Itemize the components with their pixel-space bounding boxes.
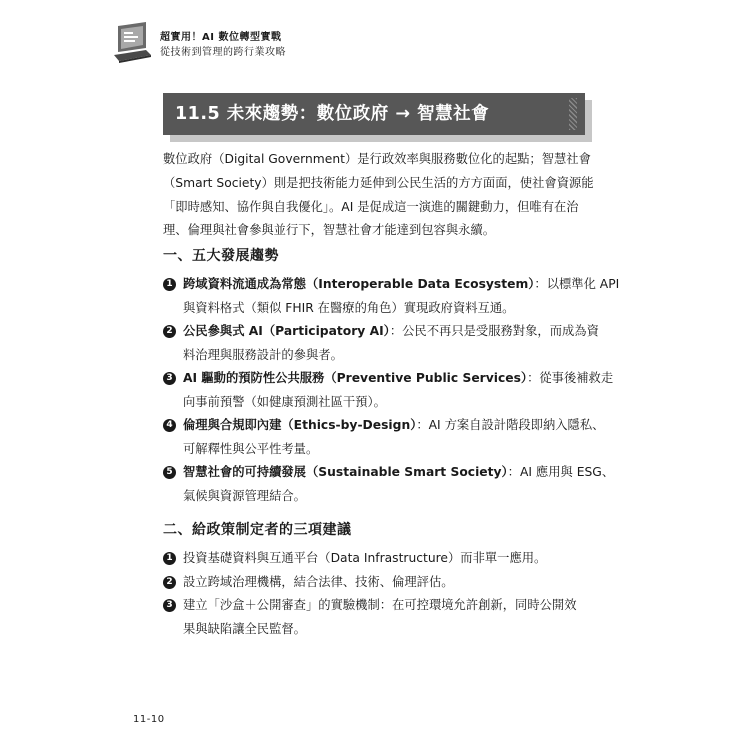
intro-line: 數位政府（Digital Government）是行政效率與服務數位化的起點；智慧社會 xyxy=(163,152,591,166)
laptop-icon xyxy=(112,22,152,64)
list-item xyxy=(163,320,599,367)
trends-list xyxy=(163,273,620,508)
number-badge: 3 xyxy=(163,372,176,385)
intro-line: 理、倫理與社會參與並行下，智慧社會才能達到包容與永續。 xyxy=(163,223,496,238)
trend-text: 與資料格式（類似 FHIR 在醫療的角色）實現政府資料互通。 xyxy=(183,300,515,315)
trend-text: 料治理與服務設計的參與者。 xyxy=(183,347,343,362)
list-item xyxy=(163,571,589,595)
trend-text: ：以標準化 API xyxy=(534,277,620,291)
list-item xyxy=(163,414,605,461)
page-number: 11-10 xyxy=(133,714,165,725)
banner-hatch-decoration xyxy=(569,98,577,130)
trend-title: 公民參與式 AI（Participatory AI） xyxy=(183,324,390,338)
trend-text: ：AI 方案自設計階段即納入隱私、 xyxy=(416,418,605,432)
trend-text: ：從事後補救走 xyxy=(527,371,614,385)
recommendations-heading: 二、給政策制定者的三項建議 xyxy=(163,522,352,538)
trends-heading: 一、五大發展趨勢 xyxy=(163,248,279,264)
intro-line: 「即時感知、協作與自我優化」。AI 是促成這一演進的關鍵動力，但唯有在治 xyxy=(163,199,579,214)
book-subtitle: 從技術到管理的跨行業攻略 xyxy=(160,47,286,58)
number-badge: 5 xyxy=(163,466,176,479)
trend-text: ：AI 應用與 ESG、 xyxy=(507,465,615,479)
book-title: 超實用！AI 數位轉型實戰 xyxy=(160,32,282,43)
recommendation-text: 果與缺陷讓全民監督。 xyxy=(183,621,306,636)
recommendation-text: 設立跨域治理機構，結合法律、技術、倫理評估。 xyxy=(183,574,454,589)
recommendation-text: 投資基礎資料與互通平台（Data Infrastructure）而非單一應用。 xyxy=(183,551,547,565)
running-header xyxy=(112,20,412,70)
number-badge: 4 xyxy=(163,419,176,432)
list-item xyxy=(163,367,614,414)
list-item xyxy=(163,547,589,571)
number-badge: 3 xyxy=(163,599,176,612)
trend-title: 跨域資料流通成為常態（Interoperable Data Ecosystem） xyxy=(183,277,535,291)
trend-title: 智慧社會的可持續發展（Sustainable Smart Society） xyxy=(183,465,508,479)
number-badge: 1 xyxy=(163,552,176,565)
trend-title: 倫理與合規即內建（Ethics-by-Design） xyxy=(183,418,417,432)
trend-text: 可解釋性與公平性考量。 xyxy=(183,441,319,456)
number-badge: 1 xyxy=(163,278,176,291)
trend-text: ：公民不再只是受服務對象，而成為資 xyxy=(389,324,599,338)
trend-text: 氣候與資源管理結合。 xyxy=(183,488,306,503)
list-item xyxy=(163,594,589,641)
recommendations-list xyxy=(163,547,589,641)
number-badge: 2 xyxy=(163,325,176,338)
list-item xyxy=(163,273,620,320)
list-item xyxy=(163,461,615,508)
section-title: 11.5 未來趨勢：數位政府 → 智慧社會 xyxy=(163,93,585,135)
intro-paragraph xyxy=(163,148,594,243)
intro-line: （Smart Society）則是把技術能力延伸到公民生活的方方面面，使社會資源能 xyxy=(163,175,594,190)
trend-text: 向事前預警（如健康預測社區干預）。 xyxy=(183,394,386,409)
number-badge: 2 xyxy=(163,576,176,589)
recommendation-text: 建立「沙盒＋公開審查」的實驗機制：在可控環境允許創新，同時公開效 xyxy=(183,598,577,612)
trend-title: AI 驅動的預防性公共服務（Preventive Public Services） xyxy=(183,371,528,385)
